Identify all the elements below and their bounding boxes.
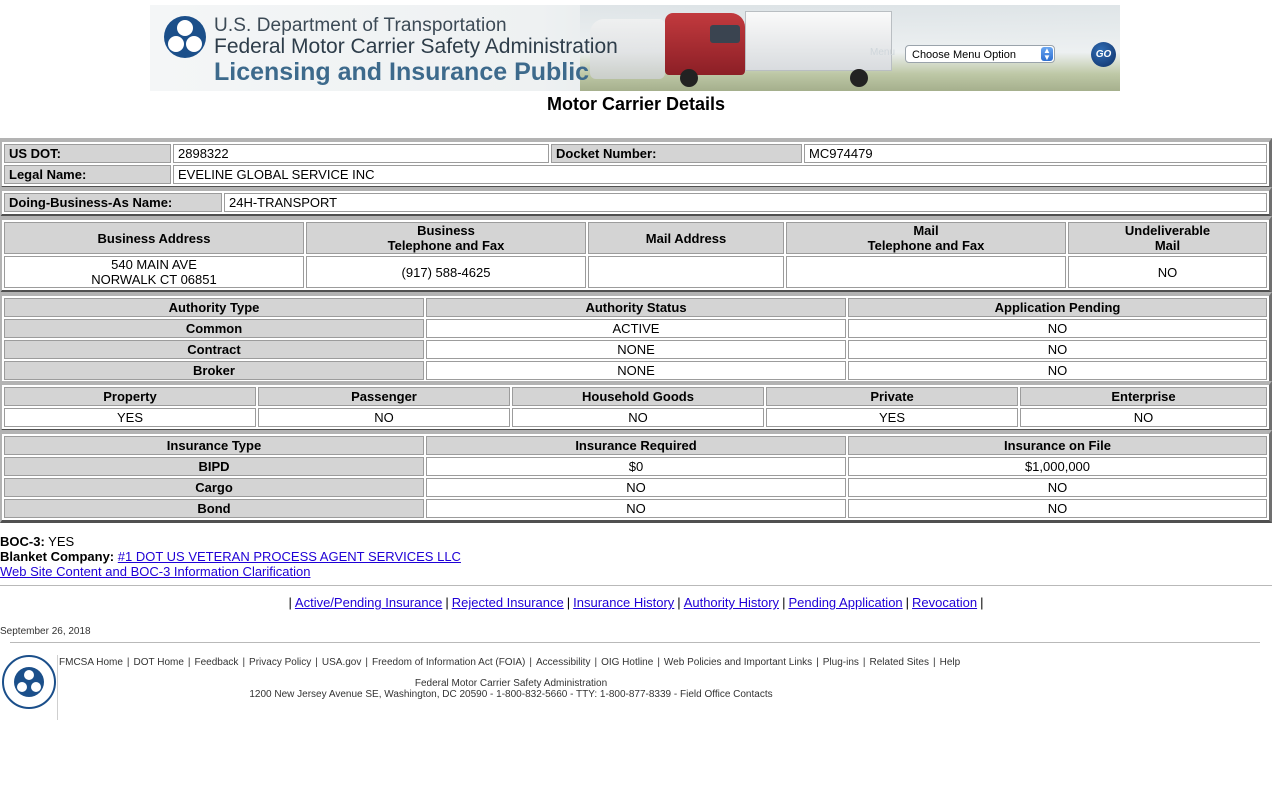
banner-site-title: Licensing and Insurance Public [214, 58, 590, 86]
truck-cab-graphic [665, 13, 745, 75]
application-pending-header: Application Pending [848, 298, 1267, 317]
truck-wheel-graphic [850, 69, 868, 87]
business-phone-header: Business Telephone and Fax [306, 222, 586, 254]
authority-status-cell: NONE [426, 361, 846, 380]
revocation-link[interactable]: Revocation [912, 595, 978, 610]
address-table [0, 216, 1272, 293]
related-sites-link[interactable]: Related Sites [869, 657, 929, 668]
insurance-required-cell: NO [426, 499, 846, 518]
banner-department: U.S. Department of Transportation [214, 15, 507, 36]
table-row [4, 319, 1267, 338]
household-goods-value: NO [512, 408, 764, 427]
authority-type-cell: Contract [4, 340, 424, 359]
authority-status-cell: ACTIVE [426, 319, 846, 338]
undeliverable-value: NO [1068, 256, 1267, 288]
page-title: Motor Carrier Details [546, 94, 726, 114]
legal-name-value: EVELINE GLOBAL SERVICE INC [173, 165, 1267, 184]
authority-history-link[interactable]: Authority History [683, 595, 780, 610]
passenger-value: NO [258, 408, 510, 427]
insurance-type-header: Insurance Type [4, 436, 424, 455]
mail-phone-header: Mail Telephone and Fax [786, 222, 1066, 254]
select-arrows-icon: ▲ ▼ [1041, 47, 1053, 61]
insurance-on-file-cell: NO [848, 499, 1267, 518]
operation-type-table [0, 381, 1272, 432]
report-date: September 26, 2018 [0, 626, 91, 637]
authority-status-header: Authority Status [426, 298, 846, 317]
insurance-type-cell: Bond [4, 499, 424, 518]
enterprise-value: NO [1020, 408, 1267, 427]
business-address-value: 540 MAIN AVE NORWALK CT 06851 [4, 256, 304, 288]
banner-agency: Federal Motor Carrier Safety Administration [214, 35, 618, 58]
truck-window-graphic [710, 25, 740, 43]
privacy-policy-link[interactable]: Privacy Policy [249, 657, 312, 668]
dba-label: Doing-Business-As Name: [4, 193, 222, 212]
authority-type-header: Authority Type [4, 298, 424, 317]
insurance-type-cell: BIPD [4, 457, 424, 476]
dot-logo-icon[interactable] [164, 16, 206, 58]
boc3-clarification-link[interactable]: Web Site Content and BOC-3 Information Clarification [0, 564, 311, 579]
mail-address-value [588, 256, 784, 288]
authority-type-cell: Common [4, 319, 424, 338]
business-address-header: Business Address [4, 222, 304, 254]
boc3-label: BOC-3: [0, 534, 45, 549]
blanket-company-label: Blanket Company: [0, 549, 115, 564]
table-row [4, 457, 1267, 476]
oig-hotline-link[interactable]: OIG Hotline [601, 657, 654, 668]
usdot-value: 2898322 [173, 144, 549, 163]
insurance-on-file-header: Insurance on File [848, 436, 1267, 455]
application-pending-cell: NO [848, 319, 1267, 338]
undeliverable-header: Undeliverable Mail [1068, 222, 1267, 254]
footer-agency: Federal Motor Carrier Safety Administration [414, 678, 608, 689]
active-pending-insurance-link[interactable]: Active/Pending Insurance [294, 595, 443, 610]
footer-separator [57, 655, 58, 720]
table-row [4, 340, 1267, 359]
truck-wheel-graphic [680, 69, 698, 87]
authority-table [0, 292, 1272, 385]
mail-phone-value [786, 256, 1066, 288]
property-header: Property [4, 387, 256, 406]
header-banner [150, 5, 1120, 91]
private-value: YES [766, 408, 1018, 427]
insurance-table [0, 430, 1272, 523]
footer-address: 1200 New Jersey Avenue SE, Washington, DC 20590 - 1-800-832-5660 - TTY: 1-800-877-8339 - Field Office Contacts [249, 689, 773, 700]
identity-table [0, 138, 1272, 189]
business-phone-value: (917) 588-4625 [306, 256, 586, 288]
insurance-on-file-cell: NO [848, 478, 1267, 497]
application-pending-cell: NO [848, 340, 1267, 359]
mail-address-header: Mail Address [588, 222, 784, 254]
rejected-insurance-link[interactable]: Rejected Insurance [451, 595, 564, 610]
household-goods-header: Household Goods [512, 387, 764, 406]
authority-status-cell: NONE [426, 340, 846, 359]
insurance-required-header: Insurance Required [426, 436, 846, 455]
property-value: YES [4, 408, 256, 427]
insurance-type-cell: Cargo [4, 478, 424, 497]
menu-select-value: Choose Menu Option [912, 49, 1016, 61]
dot-home-link[interactable]: DOT Home [133, 657, 184, 668]
private-header: Private [766, 387, 1018, 406]
authority-type-cell: Broker [4, 361, 424, 380]
enterprise-header: Enterprise [1020, 387, 1267, 406]
passenger-header: Passenger [258, 387, 510, 406]
boc3-value: YES [48, 534, 75, 549]
docket-label: Docket Number: [551, 144, 802, 163]
blanket-company-link[interactable]: #1 DOT US VETERAN PROCESS AGENT SERVICES LLC [117, 549, 461, 564]
insurance-on-file-cell: $1,000,000 [848, 457, 1267, 476]
table-row [4, 499, 1267, 518]
fmcsa-home-link[interactable]: FMCSA Home [59, 657, 123, 668]
clarification-line [0, 564, 310, 579]
usa-gov-link[interactable]: USA.gov [321, 657, 362, 668]
go-button[interactable]: GO [1091, 42, 1116, 67]
insurance-history-link[interactable]: Insurance History [573, 595, 675, 610]
dot-seal-icon[interactable] [2, 655, 56, 709]
history-links-bar: | Active/Pending Insurance | Rejected Insurance | Insurance History | Authority History | Pending Application | Revocation | [288, 595, 984, 610]
dba-value: 24H-TRANSPORT [224, 193, 1267, 212]
plug-ins-link[interactable]: Plug-ins [822, 657, 859, 668]
help-link[interactable]: Help [939, 657, 961, 668]
web-policies-link[interactable]: Web Policies and Important Links [663, 657, 813, 668]
dba-table [0, 187, 1272, 217]
docket-value: MC974479 [804, 144, 1267, 163]
foia-link[interactable]: Freedom of Information Act (FOIA) [371, 657, 526, 668]
menu-select[interactable] [905, 45, 1055, 63]
legal-name-label: Legal Name: [4, 165, 171, 184]
usdot-label: US DOT: [4, 144, 171, 163]
boc3-line [0, 534, 74, 549]
trailer-graphic [745, 11, 892, 71]
footer-divider [10, 642, 1260, 643]
application-pending-cell: NO [848, 361, 1267, 380]
pending-application-link[interactable]: Pending Application [788, 595, 903, 610]
feedback-link[interactable]: Feedback [194, 657, 239, 668]
table-row [4, 361, 1267, 380]
insurance-required-cell: $0 [426, 457, 846, 476]
insurance-required-cell: NO [426, 478, 846, 497]
divider [0, 585, 1272, 586]
footer-links: FMCSA Home | DOT Home | Feedback | Privacy Policy | USA.gov | Freedom of Information Act (FOIA) | Accessibility | OIG Hotline | Web Policies and Important Links | Plug-ins | Related Sites | Help [59, 657, 961, 668]
blanket-company-line [0, 549, 461, 564]
accessibility-link[interactable]: Accessibility [535, 657, 591, 668]
table-row [4, 478, 1267, 497]
menu-label: Menu [870, 47, 896, 58]
